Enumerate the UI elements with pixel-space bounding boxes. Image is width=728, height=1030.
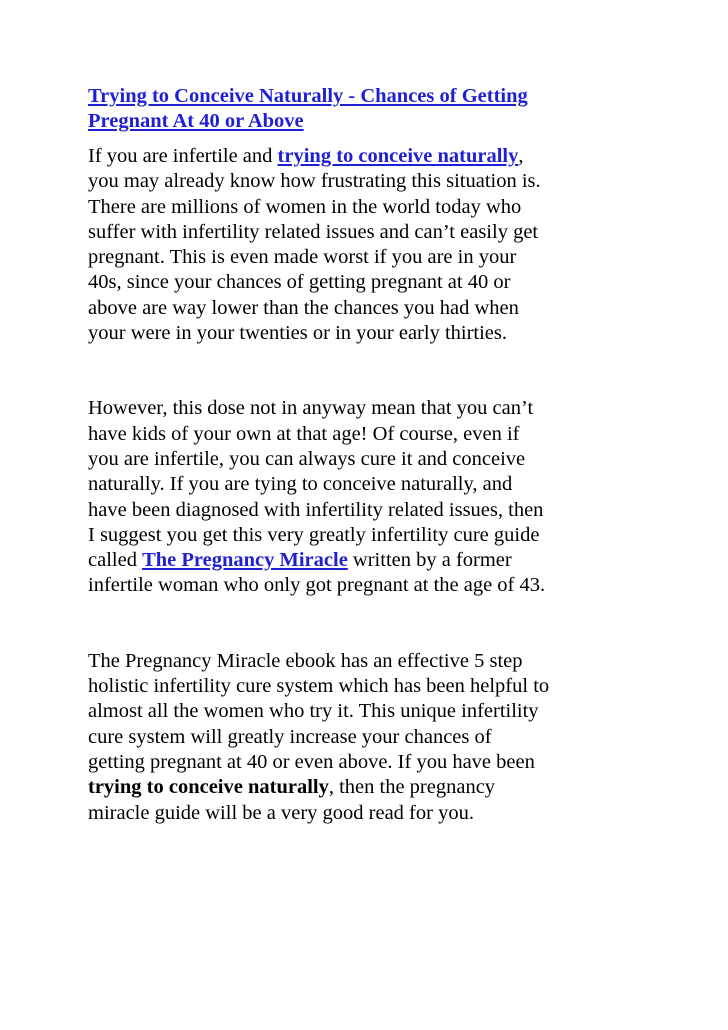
p2-line-6: I suggest you get this very greatly infertility cure guide	[88, 523, 540, 546]
article-title-link[interactable]	[88, 84, 648, 134]
p2-line-2: have kids of your own at that age! Of course, even if	[88, 422, 520, 445]
p2-line-7	[88, 548, 648, 573]
title-line-2[interactable]: Pregnant At 40 or Above	[88, 110, 304, 132]
p1-line-8: your were in your twenties or in your early thirties.	[88, 322, 507, 345]
p1-line-3: There are millions of women in the world today who	[88, 195, 522, 218]
paragraph-1	[88, 144, 648, 346]
p3-line-4: cure system will greatly increase your chances of	[88, 725, 492, 748]
p2-line-5: have been diagnosed with infertility related issues, then	[88, 498, 544, 521]
pregnancy-miracle-link[interactable]: The Pregnancy Miracle	[142, 549, 348, 572]
p1-line-5: pregnant. This is even made worst if you are in your	[88, 246, 517, 269]
p2-line-8: infertile woman who only got pregnant at the age of 43.	[88, 574, 546, 597]
p2-line-3: you are infertile, you can always cure it and conceive	[88, 447, 526, 470]
paragraph-3	[88, 649, 648, 826]
trying-to-conceive-bold: trying to conceive naturally	[88, 776, 329, 799]
p2-line-1: However, this dose not in anyway mean that you can’t	[88, 397, 534, 420]
p3-line-6-rest: , then the pregnancy	[328, 776, 496, 799]
p3-line-7: miracle guide will be a very good read for you.	[88, 801, 474, 824]
p3-line-6	[88, 775, 648, 800]
p1-line-1-text: If you are infertile and	[88, 145, 278, 167]
paragraph-2	[88, 396, 648, 598]
p1-line-4: suffer with infertility related issues and can’t easily get	[88, 220, 539, 243]
p1-line-7: above are way lower than the chances you had when	[88, 296, 519, 319]
p2-line-7-text: called	[88, 549, 143, 572]
p1-line-2: you may already know how frustrating this situation is.	[88, 170, 541, 193]
p3-line-5: getting pregnant at 40 or even above. If you have been	[88, 750, 535, 773]
p2-line-4: naturally. If you are tying to conceive naturally, and	[88, 473, 513, 496]
p1-line-1-comma: ,	[518, 145, 524, 167]
p3-line-3: almost all the women who try it. This unique infertility	[88, 700, 539, 723]
trying-to-conceive-link[interactable]: trying to conceive naturally	[277, 145, 519, 167]
document-page	[88, 84, 648, 826]
p2-line-7-rest: written by a former	[347, 549, 512, 572]
p3-line-2: holistic infertility cure system which has been helpful to	[88, 675, 550, 698]
title-line-1[interactable]: Trying to Conceive Naturally - Chances of Getting	[88, 85, 528, 107]
p1-line-6: 40s, since your chances of getting pregnant at 40 or	[88, 271, 511, 294]
p3-line-1: The Pregnancy Miracle ebook has an effective 5 step	[88, 649, 523, 672]
p1-line-1	[88, 144, 648, 169]
